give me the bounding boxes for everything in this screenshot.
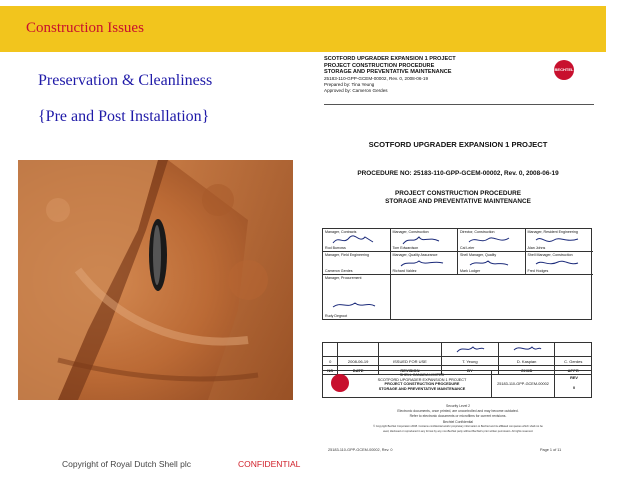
- company-project: SCOTFORD UPGRADER EXPANSION 1 PROJECT: [377, 377, 467, 382]
- signature-role: Manager, Construction: [392, 230, 429, 234]
- document-footer-right: Page 1 of 11: [540, 448, 562, 452]
- company-procedure: PROJECT CONSTRUCTION PROCEDURE: [384, 382, 460, 387]
- revision-signature-row: [323, 343, 592, 357]
- handwritten-signature: [455, 343, 485, 355]
- handwritten-signature: [399, 257, 445, 269]
- legal-line: Electronic documents, once printed, are uncontrolled and may become outdated.: [397, 409, 519, 413]
- signature-cell: [458, 229, 526, 252]
- signature-role: Shell Manager, Construction: [527, 253, 573, 257]
- table-row: [323, 357, 592, 366]
- bechtel-logo: [331, 374, 349, 392]
- handwritten-signature: [512, 343, 542, 355]
- signature-role: Manager, Contracts: [325, 230, 357, 234]
- slide-title: Construction Issues: [26, 20, 144, 36]
- header-divider: [324, 104, 594, 105]
- handwritten-signature: [534, 257, 580, 269]
- handwritten-signature: [331, 234, 377, 246]
- signature-name: Rod Burrows: [325, 246, 346, 250]
- handwritten-signature: [466, 257, 512, 269]
- procedure-document-scan: [318, 52, 598, 472]
- document-header: [324, 56, 594, 94]
- header-by: BY: [442, 366, 499, 375]
- revision-chkd: D. Kaspian: [498, 357, 555, 366]
- bechtel-logo-text: BECHTEL: [554, 67, 574, 72]
- legal-line: Security Level 2: [445, 404, 471, 408]
- document-footer-left: 25183-110-GPP-GCEM-00002, Rev. 0: [328, 448, 393, 452]
- revision-appr: C. Gerdes: [555, 357, 592, 366]
- handwritten-signature: [466, 234, 512, 246]
- revision-date: 2008-06-19: [338, 357, 378, 366]
- rev-label: REV: [570, 376, 578, 380]
- title-banner: [0, 6, 606, 52]
- signature-role: Manager, Resident Engineering: [527, 230, 578, 234]
- document-title: SCOTFORD UPGRADER EXPANSION 1 PROJECT: [368, 140, 548, 149]
- legal-line: Bechtel Confidential: [442, 420, 474, 424]
- rusted-pipe-photo: [18, 160, 293, 400]
- table-cell: [442, 343, 499, 357]
- signature-name: Fred Hodges: [527, 269, 549, 273]
- signature-name: Alan Johns: [527, 246, 546, 250]
- signature-cell: [458, 252, 526, 275]
- rusted-pipe-illustration: [18, 160, 293, 400]
- header-date: DATE: [338, 366, 378, 375]
- signature-name: Richard Valdez: [392, 269, 417, 273]
- signature-role: Manager, Quality Assurance: [392, 253, 438, 257]
- document-subtitle-line1: PROJECT CONSTRUCTION PROCEDURE: [394, 190, 522, 197]
- bechtel-logo: [554, 60, 574, 80]
- handwritten-signature: [399, 234, 445, 246]
- header-chkd: CHKD: [498, 366, 555, 375]
- header-line: SCOTFORD UPGRADER EXPANSION 1 PROJECT: [324, 56, 456, 62]
- company-rev: [557, 373, 591, 393]
- signature-cell: [323, 275, 391, 320]
- slide-subtitle-line1: Preservation & Cleanliness: [38, 72, 213, 89]
- document-subtitle-line2: STORAGE AND PREVENTATIVE MAINTENANCE: [385, 198, 531, 205]
- signature-name: Rudy Degroot: [325, 314, 348, 318]
- rev-value: 0: [572, 386, 576, 390]
- handwritten-signature: [331, 299, 377, 311]
- signature-role: Manager, Procurement: [325, 276, 362, 280]
- revision-by: T. Yeung: [442, 357, 499, 366]
- signature-cell: [391, 252, 459, 275]
- signature-name: Cameron Gerdes: [325, 269, 353, 273]
- procedure-number: PROCEDURE NO: 25183-110-GPP-GCEM-00002, Rev. 0, 2008-06-19: [357, 170, 559, 177]
- table-cell: [338, 343, 378, 357]
- signature-name: Tom Edwardson: [392, 246, 419, 250]
- footer-copyright: Copyright of Royal Dutch Shell plc: [62, 459, 191, 469]
- company-block: [322, 370, 592, 398]
- company-name: SHELL CANADA LIMITED: [399, 373, 445, 377]
- legal-line: used, disclosed or reproduced in any format by any non-Bechtel party without Bechtel's prior written permission. All rights reserved.: [382, 430, 534, 433]
- legal-line: Refer to electronic documents or microfilms for current revisions.: [409, 414, 507, 418]
- header-prepared-by: Prepared by: Tina Yeung: [324, 81, 375, 87]
- company-lines: [357, 373, 487, 391]
- signature-cell: [391, 229, 459, 252]
- signature-role: Manager, Field Engineering: [325, 253, 369, 257]
- signature-cell: [526, 229, 594, 252]
- header-line: PROJECT CONSTRUCTION PROCEDURE: [324, 62, 435, 69]
- slide-subtitle-line2: {Pre and Post Installation}: [38, 108, 210, 125]
- header-line: STORAGE AND PREVENTATIVE MAINTENANCE: [324, 69, 452, 76]
- table-cell: [555, 343, 592, 357]
- header-no: NO: [323, 366, 338, 375]
- table-cell: [498, 343, 555, 357]
- footer-confidential: CONFIDENTIAL: [238, 459, 301, 469]
- company-subject: STORAGE AND PREVENTATIVE MAINTENANCE: [378, 386, 466, 391]
- signature-cell: [526, 252, 594, 275]
- header-revision: REVISION: [378, 366, 441, 375]
- signature-role: Shell Manager, Quality: [460, 253, 497, 257]
- signature-name: Mark Lodger: [460, 269, 481, 273]
- company-doc-number: 25183-110-GPP-GCEM-00002: [491, 371, 555, 397]
- legal-line: © Copyright Bechtel Corporation 2008. Contains confidential and/or proprietary information to Bechtel and its affiliated companies which shall not be: [373, 425, 543, 428]
- header-doc-number: 25183-110-GPP-GCEM-00002, Rev. 0, 2008-06-19: [324, 75, 429, 81]
- table-cell: [323, 343, 338, 357]
- signature-name: Cal Leier: [460, 246, 475, 250]
- revision-no: 0: [323, 357, 338, 366]
- table-cell: [378, 343, 441, 357]
- signature-grid: [322, 228, 592, 320]
- signature-role: Director, Construction: [460, 230, 495, 234]
- header-appr: APPR: [555, 366, 592, 375]
- signature-cell: [323, 229, 391, 252]
- signature-cell: [323, 252, 391, 275]
- header-approved-by: Approved by: Cameron Gerdes: [324, 87, 388, 93]
- handwritten-signature: [534, 234, 580, 246]
- revision-description: ISSUED FOR USE: [378, 357, 441, 366]
